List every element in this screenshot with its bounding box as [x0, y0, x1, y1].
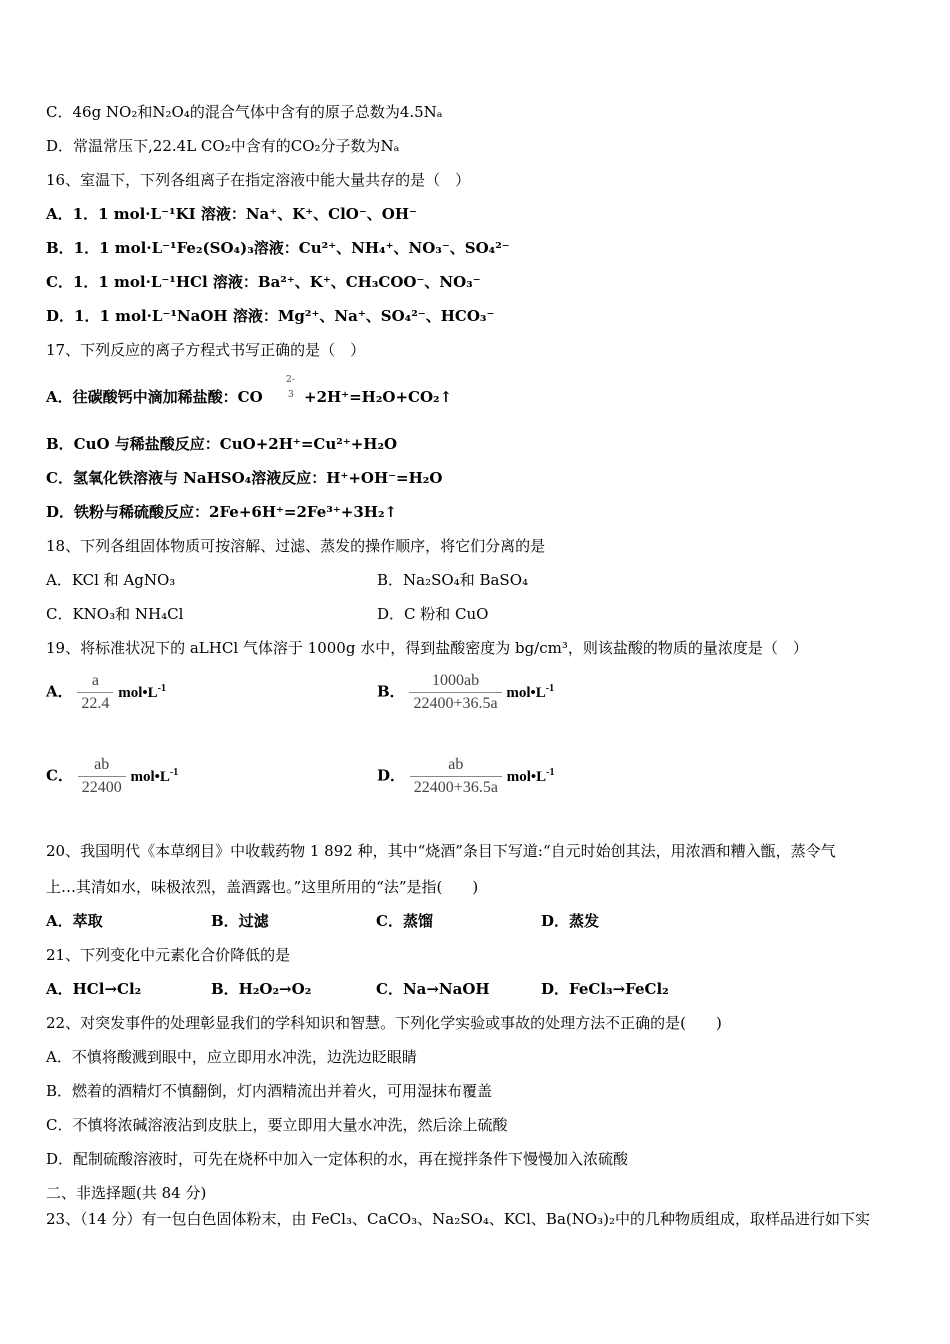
q19-option-d — [377, 756, 554, 797]
q19-option-b-denominator: 22400+36.5a — [413, 695, 498, 712]
q22-option-a: A．不慎将酸溅到眼中，应立即用水冲洗，边洗边眨眼睛 — [46, 1048, 417, 1066]
q21-stem: 21、下列变化中元素化合价降低的是 — [46, 946, 291, 964]
q19-option-a-fraction — [77, 672, 113, 713]
q22-option-d: D．配制硫酸溶液时，可先在烧杯中加入一定体积的水，再在搅拌条件下慢慢加入浓硫酸 — [46, 1150, 629, 1168]
q18-stem: 18、下列各组固体物质可按溶解、过滤、蒸发的操作顺序，将它们分离的是 — [46, 537, 546, 555]
q22-stem: 22、对突发事件的处理彰显我们的学科知识和智慧。下列化学实验或事故的处理方法不正确的是( ) — [46, 1014, 722, 1032]
q17-option-a-text: A．往碳酸钙中滴加稀盐酸：CO — [46, 388, 263, 406]
q19-option-a — [46, 672, 166, 713]
q18-option-d: D．C 粉和 CuO — [377, 605, 489, 623]
q20-stem-line2: 上…其清如水，味极浓烈，盖酒露也。”这里所用的“法”是指( ) — [46, 878, 479, 896]
q17-option-c: C．氢氧化铁溶液与 NaHSO₄溶液反应：H⁺+OH⁻=H₂O — [46, 469, 443, 487]
q17-stem: 17、下列反应的离子方程式书写正确的是（ ） — [46, 341, 366, 359]
q19-option-b-label: B． — [377, 682, 405, 701]
q19-option-c — [46, 756, 178, 797]
q15-option-d: D．常温常压下,22.4L CO₂中含有的CO₂分子数为Nₐ — [46, 137, 400, 155]
q17-option-a — [46, 387, 263, 407]
q19-option-a-label: A． — [46, 682, 73, 701]
q20-stem-line1: 20、我国明代《本草纲目》中收载药物 1 892 种，其中“烧酒”条目下写道:“自元时始创其法，用浓酒和糟入甑，蒸令气 — [46, 842, 836, 860]
q20-option-d: D．蒸发 — [541, 912, 600, 930]
q19-option-c-unit: $mol•L^{-1}$ — [130, 766, 179, 785]
q20-option-a: A．萃取 — [46, 912, 103, 930]
q16-option-b: B．1．1 mol·L⁻¹Fe₂(SO₄)₃溶液：Cu²⁺、NH₄⁺、NO₃⁻、SO₄²⁻ — [46, 239, 510, 257]
q18-option-a: A．KCl 和 AgNO₃ — [46, 571, 176, 589]
q17-carbonate-subscript: 3 — [288, 390, 294, 400]
q19-option-b — [377, 672, 554, 713]
q18-option-b: B．Na₂SO₄和 BaSO₄ — [377, 571, 529, 589]
q19-option-d-unit: $mol•L^{-1}$ — [506, 766, 555, 785]
q20-option-c: C．蒸馏 — [376, 912, 433, 930]
q19-option-b-fraction — [409, 672, 501, 713]
q17-option-b: B．CuO 与稀盐酸反应：CuO+2H⁺=Cu²⁺+H₂O — [46, 435, 398, 453]
q19-option-d-fraction — [410, 756, 502, 797]
q19-option-d-numerator: ab — [410, 756, 502, 777]
q22-option-b: B．燃着的酒精灯不慎翻倒，灯内酒精流出并着火，可用湿抹布覆盖 — [46, 1082, 493, 1100]
q20-option-b: B．过滤 — [211, 912, 269, 930]
q19-option-b-unit: $mol•L^{-1}$ — [506, 682, 555, 701]
q16-option-c: C．1．1 mol·L⁻¹HCl 溶液：Ba²⁺、K⁺、CH₃COO⁻、NO₃⁻ — [46, 273, 481, 291]
q17-option-a-rest: +2H⁺=H₂O+CO₂↑ — [304, 388, 453, 406]
q19-option-a-numerator: a — [77, 672, 113, 693]
q18-option-c: C．KNO₃和 NH₄Cl — [46, 605, 184, 623]
q22-option-c: C．不慎将浓碱溶液沾到皮肤上，要立即用大量水冲洗，然后涂上硫酸 — [46, 1116, 508, 1134]
q19-option-a-unit: $mol•L^{-1}$ — [118, 682, 166, 701]
q23-stem: 23、（14 分）有一包白色固体粉末，由 FeCl₃、CaCO₃、Na₂SO₄、KCl、Ba(NO₃)₂中的几种物质组成，取样品进行如下实 — [46, 1210, 871, 1228]
section-2-heading: 二、非选择题(共 84 分) — [46, 1184, 207, 1202]
q19-option-c-denominator: 22400 — [81, 779, 122, 796]
q21-option-d: D．FeCl₃→FeCl₂ — [541, 980, 669, 998]
q19-option-b-numerator: 1000ab — [409, 672, 501, 693]
q17-option-d: D．铁粉与稀硫酸反应：2Fe+6H⁺=2Fe³⁺+3H₂↑ — [46, 503, 398, 521]
q19-stem: 19、将标准状况下的 aLHCl 气体溶于 1000g 水中，得到盐酸密度为 bg/cm³，则该盐酸的物质的量浓度是（ ） — [46, 639, 808, 657]
q16-stem: 16、室温下，下列各组离子在指定溶液中能大量共存的是（ ） — [46, 171, 471, 189]
q16-option-d: D．1．1 mol·L⁻¹NaOH 溶液：Mg²⁺、Na⁺、SO₄²⁻、HCO₃⁻ — [46, 307, 495, 325]
q21-option-b: B．H₂O₂→O₂ — [211, 980, 312, 998]
q19-option-d-label: D． — [377, 766, 406, 785]
q19-option-a-denominator: 22.4 — [81, 695, 110, 712]
q19-option-c-numerator: ab — [78, 756, 126, 777]
q19-option-c-fraction — [78, 756, 126, 797]
q21-option-a: A．HCl→Cl₂ — [46, 980, 142, 998]
q17-carbonate-charge: 2- — [286, 375, 295, 385]
q19-option-c-label: C． — [46, 766, 73, 785]
q19-option-d-denominator: 22400+36.5a — [413, 779, 498, 796]
q15-option-c: C．46g NO₂和N₂O₄的混合气体中含有的原子总数为4.5Nₐ — [46, 103, 443, 121]
q21-option-c: C．Na→NaOH — [376, 980, 490, 998]
q16-option-a: A．1．1 mol·L⁻¹KI 溶液：Na⁺、K⁺、ClO⁻、OH⁻ — [46, 205, 417, 223]
